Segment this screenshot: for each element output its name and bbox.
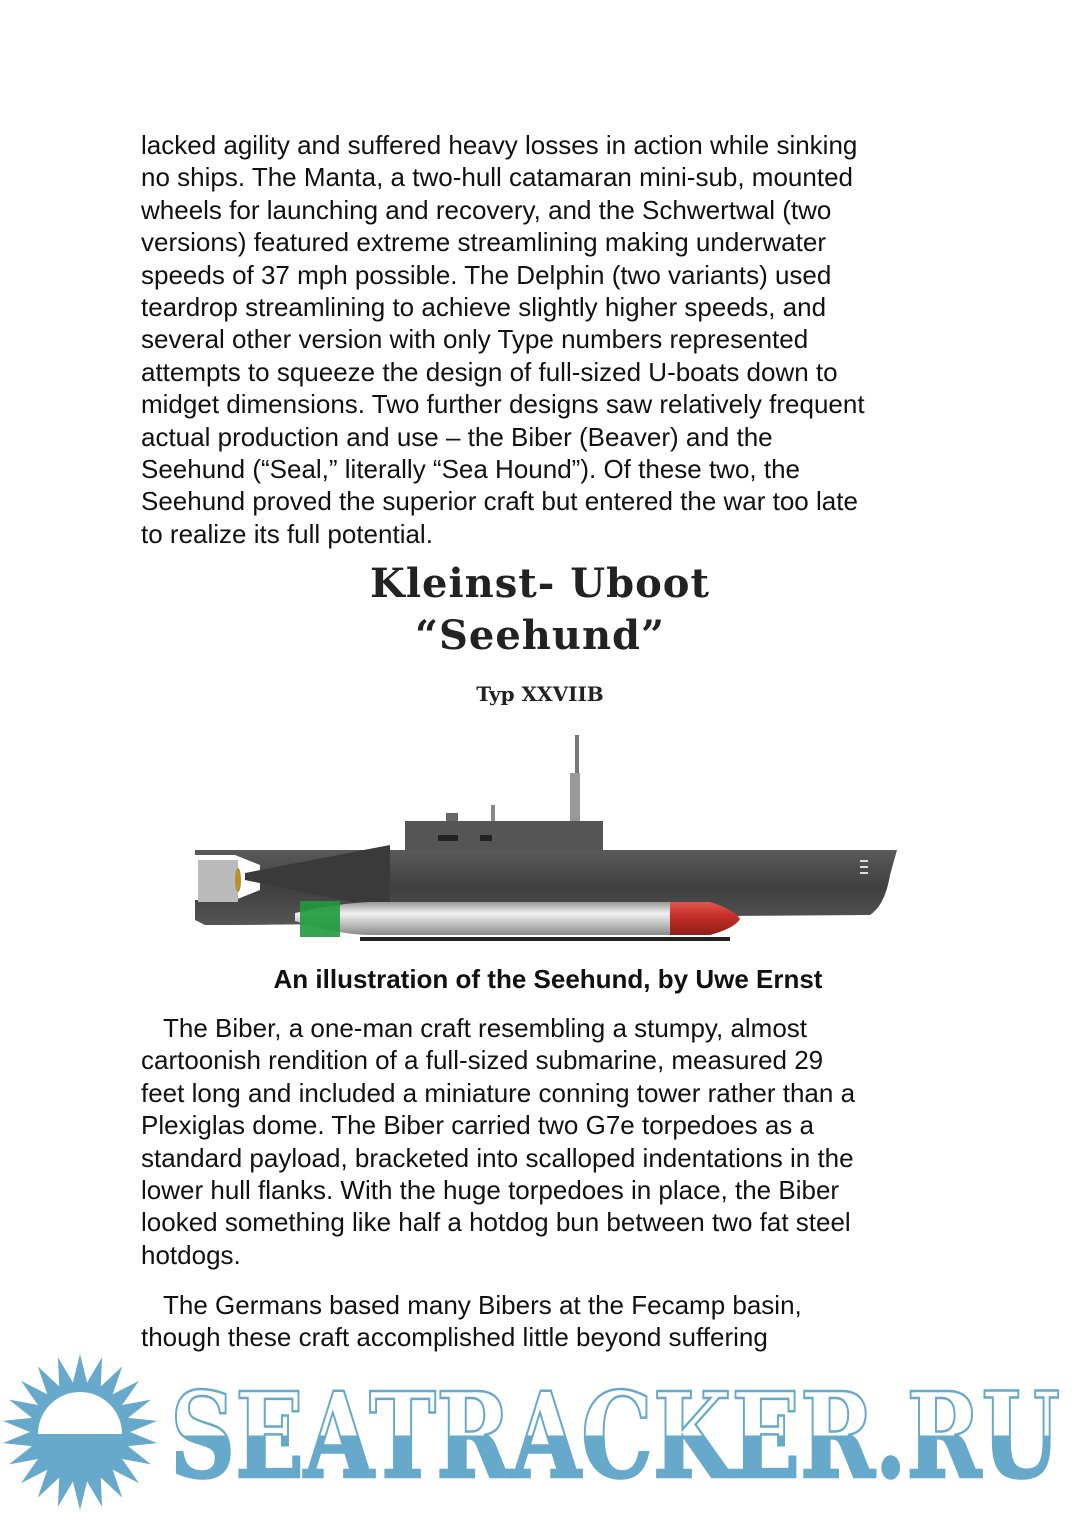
text-line: cartoonish rendition of a full-sized submarine, measured 29 bbox=[141, 1045, 824, 1076]
text-line: The Biber, a one-man craft resembling a stumpy, almost bbox=[163, 1013, 808, 1043]
watermark-text: SEATRACKER.RU bbox=[170, 1366, 1060, 1505]
text-line: actual production and use – the Biber (Beaver) and the bbox=[141, 421, 773, 452]
text-line: wheels for launching and recovery, and the Schwertwal (two bbox=[141, 194, 832, 225]
seehund-submarine-illustration bbox=[190, 725, 910, 950]
text-line: no ships. The Manta, a two-hull catamaran mini-sub, mounted bbox=[141, 162, 853, 193]
text-line: to realize its full potential. bbox=[141, 518, 433, 549]
text-line: midget dimensions. Two further designs saw relatively frequent bbox=[141, 389, 865, 420]
illustration-title-line-1: Kleinst- Uboot bbox=[370, 560, 710, 607]
paragraph-3 bbox=[141, 1289, 941, 1354]
text-line: Plexiglas dome. The Biber carried two G7e torpedoes as a bbox=[141, 1110, 814, 1141]
text-line: looked something like half a hotdog bun between two fat steel bbox=[141, 1207, 851, 1238]
text-line: teardrop streamlining to achieve slightly higher speeds, and bbox=[141, 291, 827, 322]
text-line: speeds of 37 mph possible. The Delphin (two variants) used bbox=[141, 259, 832, 290]
illustration-title-line-2: “Seehund” bbox=[414, 612, 665, 659]
periscope-top bbox=[575, 735, 579, 775]
text-line: standard payload, bracketed into scalloped indentations in the bbox=[141, 1142, 854, 1173]
paragraph-2 bbox=[141, 1012, 941, 1271]
text-line: lower hull flanks. With the huge torpedoes in place, the Biber bbox=[141, 1174, 840, 1205]
text-line: Seehund proved the superior craft but entered the war too late bbox=[141, 486, 858, 517]
text-line: attempts to squeeze the design of full-sized U-boats down to bbox=[141, 356, 838, 387]
text-line: several other version with only Type numbers represented bbox=[141, 324, 809, 355]
text-line: The Germans based many Bibers at the Fecamp basin, bbox=[163, 1290, 802, 1320]
propeller bbox=[235, 868, 241, 892]
text-line: Seehund (“Seal,” literally “Sea Hound”). Of these two, the bbox=[141, 453, 800, 484]
text-line: versions) featured extreme streamlining making underwater bbox=[141, 227, 826, 258]
seatracker-watermark bbox=[0, 1352, 1080, 1513]
illustration-caption: An illustration of the Seehund, by Uwe Ernst bbox=[273, 964, 823, 994]
torpedo-tail-fins bbox=[300, 901, 340, 937]
sun-logo-icon bbox=[3, 1354, 157, 1510]
paragraph-1 bbox=[141, 129, 941, 550]
text-line: feet long and included a miniature conning tower rather than a bbox=[141, 1077, 856, 1108]
rudder-frame bbox=[198, 860, 238, 902]
illustration-type-label: Typ XXVIIB bbox=[476, 682, 604, 706]
periscope bbox=[570, 773, 580, 825]
text-line: though these craft accomplished little beyond suffering bbox=[141, 1322, 768, 1353]
text-line: lacked agility and suffered heavy losses in action while sinking bbox=[141, 130, 858, 160]
torpedo-body bbox=[295, 902, 670, 935]
text-line: hotdogs. bbox=[141, 1239, 241, 1270]
